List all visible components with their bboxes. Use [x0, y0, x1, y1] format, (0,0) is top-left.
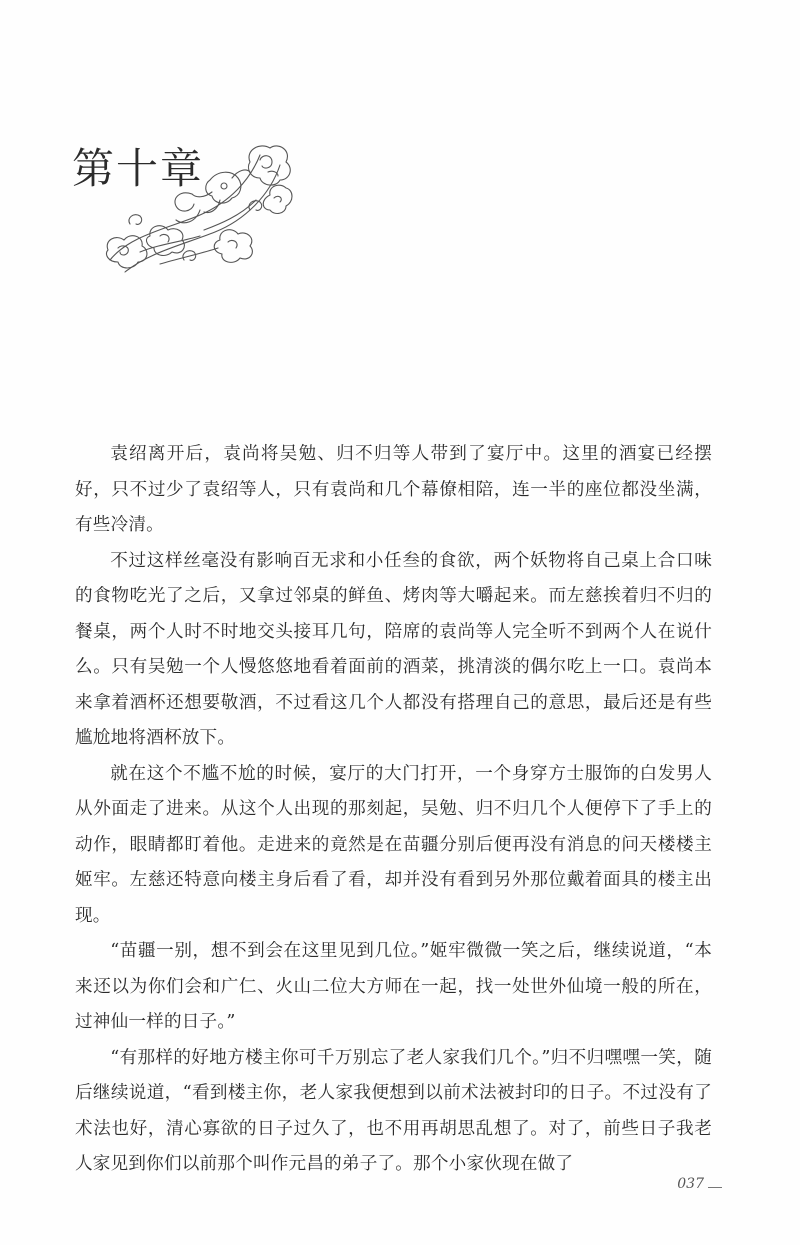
chapter-body — [75, 437, 712, 1183]
paragraph: 不过这样丝毫没有影响百无求和小任叁的食欲，两个妖物将自己桌上合口味的食物吃光了之后，又拿过邻桌的鲜鱼、烤肉等大嚼起来。而左慈挨着归不归的餐桌，两个人时不时地交头接耳几句，陪席的袁尚等人完全听不到两个人在说什么。只有吴勉一个人慢悠悠地看着面前的酒菜，挑清淡的偶尔吃上一口。袁尚本来拿着酒杯还想要敬酒，不过看这几个人都没有搭理自己的意思，最后还是有些尴尬地将酒杯放下。 — [75, 550, 712, 748]
paragraph: “有那样的好地方楼主你可千万别忘了老人家我们几个。”归不归嘿嘿一笑，随后继续说道，“看到楼主你，老人家我便想到以前术法被封印的日子。不过没有了术法也好，清心寡欲的日子过久了，也不用再胡思乱想了。对了，前些日子我老人家见到你们以前那个叫作元昌的弟子了。那个小家伙现在做了 — [75, 1047, 712, 1174]
paragraph: “苗疆一别，想不到会在这里见到几位。”姬牢微微一笑之后，继续说道，“本来还以为你们会和广仁、火山二位大方师在一起，找一处世外仙境一般的所在，过神仙一样的日子。” — [75, 941, 712, 1032]
cloud-dragon-ornament-icon — [100, 140, 295, 285]
chapter-title: 第十章 — [72, 144, 205, 193]
page-number-rule — [708, 1187, 722, 1188]
paragraph: 袁绍离开后，袁尚将吴勉、归不归等人带到了宴厅中。这里的酒宴已经摆好，只不过少了袁绍等人，只有袁尚和几个幕僚相陪，连一半的座位都没坐满，有些冷清。 — [75, 444, 712, 535]
page-number: 037 — [677, 1176, 704, 1192]
paragraph: 就在这个不尴不尬的时候，宴厅的大门打开，一个身穿方士服饰的白发男人从外面走了进来。从这个人出现的那刻起，吴勉、归不归几个人便停下了手上的动作，眼睛都盯着他。走进来的竟然是在苗疆分别后便再没有消息的问天楼楼主姬牢。左慈还特意向楼主身后看了看，却并没有看到另外那位戴着面具的楼主出现。 — [75, 763, 712, 926]
